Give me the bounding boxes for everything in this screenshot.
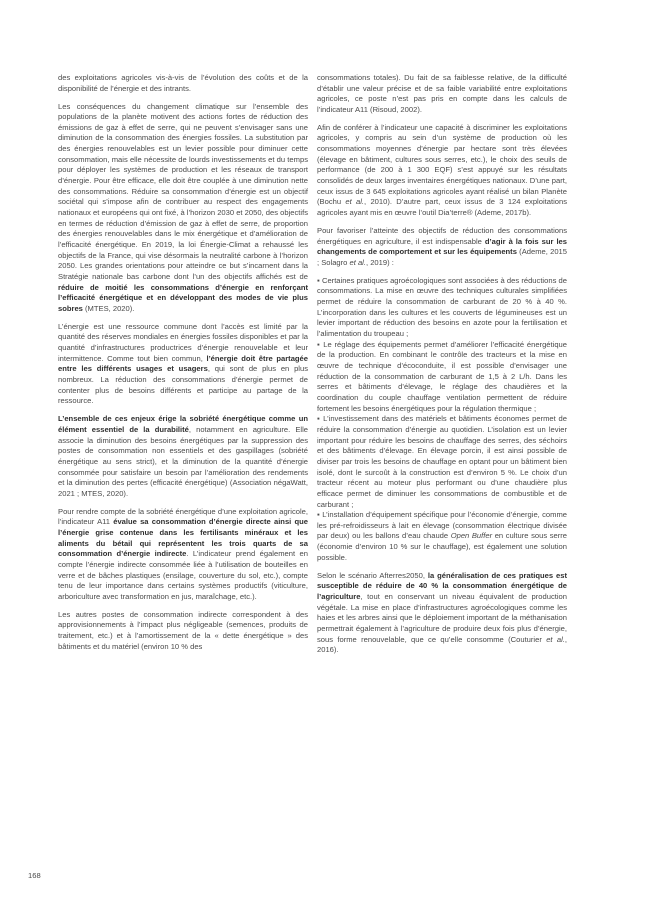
text-run: (Ademe, 2015 ; Solagro [317, 247, 567, 267]
page-number: 168 [28, 871, 41, 880]
text-run: . L’indicateur prend également en compte l’énergie indirecte consommée liée à l’utilisation de bouteilles en verre et de bâches plastiques (ensilage, couverture du sol, etc.), compte tenu de leur importance dans certains systèmes productifs (viticulture, arboriculture avec transformation en jus, maraîchage, etc.). [58, 549, 308, 601]
italic-text: et al. [546, 634, 565, 644]
text-run: L’énergie est une ressource commune dont l’accès est limité par la quantité des réserves mondiales en énergies fossiles disponibles et par la quantité d’infrastructures productrices d’énergie renouvelable et leur intermittence. Comme tout bien commun, [58, 321, 308, 363]
text-run: en culture sous serre (économie d’environ 10 % sur le chauffage), est également une solution possible. [317, 531, 567, 562]
paragraph [317, 226, 567, 269]
paragraph [58, 322, 308, 407]
text-run: (MTES, 2020). [82, 303, 135, 313]
text-run: Afin de conférer à l’indicateur une capacité à discriminer les exploitations agricoles, y compris au sein d’un système de production où les consommations moyennes d’énergie par hectare sont très élevées (élevage en bâtiment, cultures sous serres, etc.), le choix des seuils de performance (de 200 à 1 300 EQF) s’est appuyé sur les résultats consolidés de deux larges inventaires énergétiques nationaux. D’une part, ceux issus de 3 645 exploitations agricoles ayant réalisé un bilan Planète (Bochu [317, 122, 567, 207]
text-run: consommations totales). Du fait de sa faiblesse relative, de la difficulté d’établir une valeur précise et de sa faible variabilité entre exploitations agricoles, ce poste n’est pas pris en compte dans les calculs de l’indicateur A11 (Risoud, 2002). [317, 73, 567, 114]
paragraph [58, 102, 308, 315]
bold-text: réduire de moitié les consommations d’énergie en renforçant l’efficacité énergétique et en développant des modes de vie plus sobres [58, 282, 308, 313]
paragraph [58, 414, 308, 499]
text-run: Pour favoriser l’atteinte des objectifs de réduction des consommations énergétiques en agriculture, il est indispensable [317, 225, 567, 246]
text-run: , notamment en agriculture. Elle associe la diminution des besoins énergétiques par la suppression des postes de consommation non essentiels et des gaspillages (sobriété énergétique au sens strict), et la diminution de la quantité d’énergie consommée pour satisfaire un besoin par l’amélioration des rendements et la diminution des pertes (efficacité énergétique) (Association négaWatt, 2021 ; MTES, 2020). [58, 424, 308, 498]
paragraph [317, 571, 567, 656]
italic-text: et al. [349, 257, 366, 267]
bold-text: la généralisation de ces pratiques est susceptible de réduire de 40 % la consommation énergétique de l’agriculture [317, 570, 567, 601]
text-run: Pour rendre compte de la sobriété énergétique d’une exploitation agricole, l’indicateur A11 [58, 506, 308, 527]
right-column [317, 73, 567, 663]
italic-text: Open Buffer [450, 531, 493, 541]
bold-text: d’agir à la fois sur les changements de comportement et sur les équipements [317, 236, 568, 257]
text-run: Les conséquences du changement climatique sur l’ensemble des populations de la planète motivent des actions fortes de réduction des émissions de gaz à effet de serre, qui ne peuvent s’envisager sans une diminution de la consommation des énergies fossiles. La substitution par des énergies renouvelables est un levier possible pour diminuer cette consommation, mais elle nécessite de lourds investissements et du temps pour déployer les systèmes de production et les réseaux de transport d’énergie. Pour être efficace, elle doit être couplée à une diminution nette des consommations. Réduire sa consommation d’énergie est un objectif sociétal qui s’impose afin de contribuer au respect des engagements nationaux et européens qui ont fixé, à l’horizon 2030 et 2050, des objectifs en termes de réduction d’émission de gaz à effet de serre, de proportion des énergies renouvelables dans le mix énergétique et d’amélioration de l’efficacité énergétique. En 2019, la loi Énergie-Climat a rehaussé les objectifs de la France, qui vise désormais la neutralité carbone à l’horizon 2050. Les grandes orientations pour atteindre ce but s’incarnent dans la Stratégie nationale bas carbone dont l’un des objectifs affichés est de [58, 101, 308, 281]
text-run: Selon le scénario Afterres2050, [317, 570, 428, 580]
bold-text: évalue sa consommation d’énergie directe ainsi que l’énergie grise contenue dans les fertilisants minéraux et les aliments du bétail qui représentent les trois quarts de sa consommation d’énergie indirecte [58, 517, 308, 559]
paragraph [317, 340, 567, 415]
text-run: ▪ Certaines pratiques agroécologiques sont associées à des réductions de consommations. La mise en œuvre des techniques culturales simplifiées permet de réduire la consommation de carburant de 20 % à 40 %. L’incorporation dans les cultures et les couverts de légumineuses est un levier important de réduction des besoins en azote pour la fertilisation et l’alimentation du troupeau ; [317, 275, 567, 338]
paragraph [317, 510, 567, 563]
text-run: des exploitations agricoles vis-à-vis de l’évolution des coûts et de la disponibilité de l’énergie et des intrants. [58, 73, 308, 93]
paragraph [317, 276, 567, 340]
paragraph [58, 507, 308, 603]
text-run: , 2010). D’autre part, ceux issus de 3 124 exploitations agricoles ayant mis en œuvre l’outil Dia’terre® (Ademe, 2017b). [317, 197, 568, 218]
text-run: , 2019) : [365, 257, 394, 267]
text-run: , qui sont de plus en plus nombreux. La réduction des consommations d’énergie permet de contenter plus de besoins différents et participe au partage de la ressource. [58, 364, 308, 406]
paragraph [58, 73, 308, 94]
left-column [58, 73, 308, 652]
text-run: ▪ Le réglage des équipements permet d’améliorer l’efficacité énergétique de la production. En combinant le contrôle des tracteurs et la mise en œuvre de technique d’écoconduite, il est possible d’envisager une réduction de la consommation de carburant de 1,5 à 2 L/h. Dans les serres et bâtiments d’élevage, le réglage des chaudières et la coordination du couple chauffage ventilation permettent de réduire fortement les besoins énergétiques pour la régulation thermique ; [317, 339, 567, 413]
bold-text: l’énergie doit être partagée entre les différents usages et usagers [58, 353, 309, 374]
text-run: , tout en conservant un niveau équivalent de production végétale. La mise en place d’infrastructures agroécologiques comme les haies et les arbres ainsi que le déploiement important de la méthanisation permettrait également à l’agriculture de produire deux fois plus d’énergie, sous forme renouvelable, que ce qu’elle consomme (Couturier [317, 591, 567, 644]
paragraph [317, 414, 567, 510]
text-run: ▪ L’investissement dans des matériels et bâtiments économes permet de réduire la consommation d’énergie au quotidien. L’isolation est un levier important pour réduire les besoins de chauffage des serres, des séchoirs et des bâtiments d’élevage. En élevage porcin, il est ainsi possible de diviser par trois les besoins de chauffage en optant pour un bâtiment bien isolé, dont le surcoût à la construction est d’environ 5 %. Le choix d’un tracteur récent au moteur plus performant ou d’une chaudière plus efficace permet de diminuer les consommations de combustible et de carburant ; [317, 414, 567, 509]
text-run: , 2016). [317, 634, 568, 655]
paragraph [317, 73, 567, 116]
bold-text: L’ensemble de ces enjeux érige la sobriété énergétique comme un élément essentiel de la durabilité [58, 414, 308, 434]
italic-text: et al. [345, 197, 365, 207]
paragraph [58, 610, 308, 653]
text-run: Les autres postes de consommation indirecte correspondent à des approvisionnements à l’impact plus négligeable (semences, produits de traitement, etc.) et à l’amortissement de la « dette énergétique » des bâtiments et du matériel (environ 10 % des [58, 609, 308, 651]
text-run: ▪ L’installation d’équipement spécifique pour l’économie d’énergie, comme les pré-refroidisseurs à lait en élevage (consommation électrique divisée par deux) ou les ballons d’eau chaude [317, 510, 567, 541]
paragraph [317, 123, 567, 219]
